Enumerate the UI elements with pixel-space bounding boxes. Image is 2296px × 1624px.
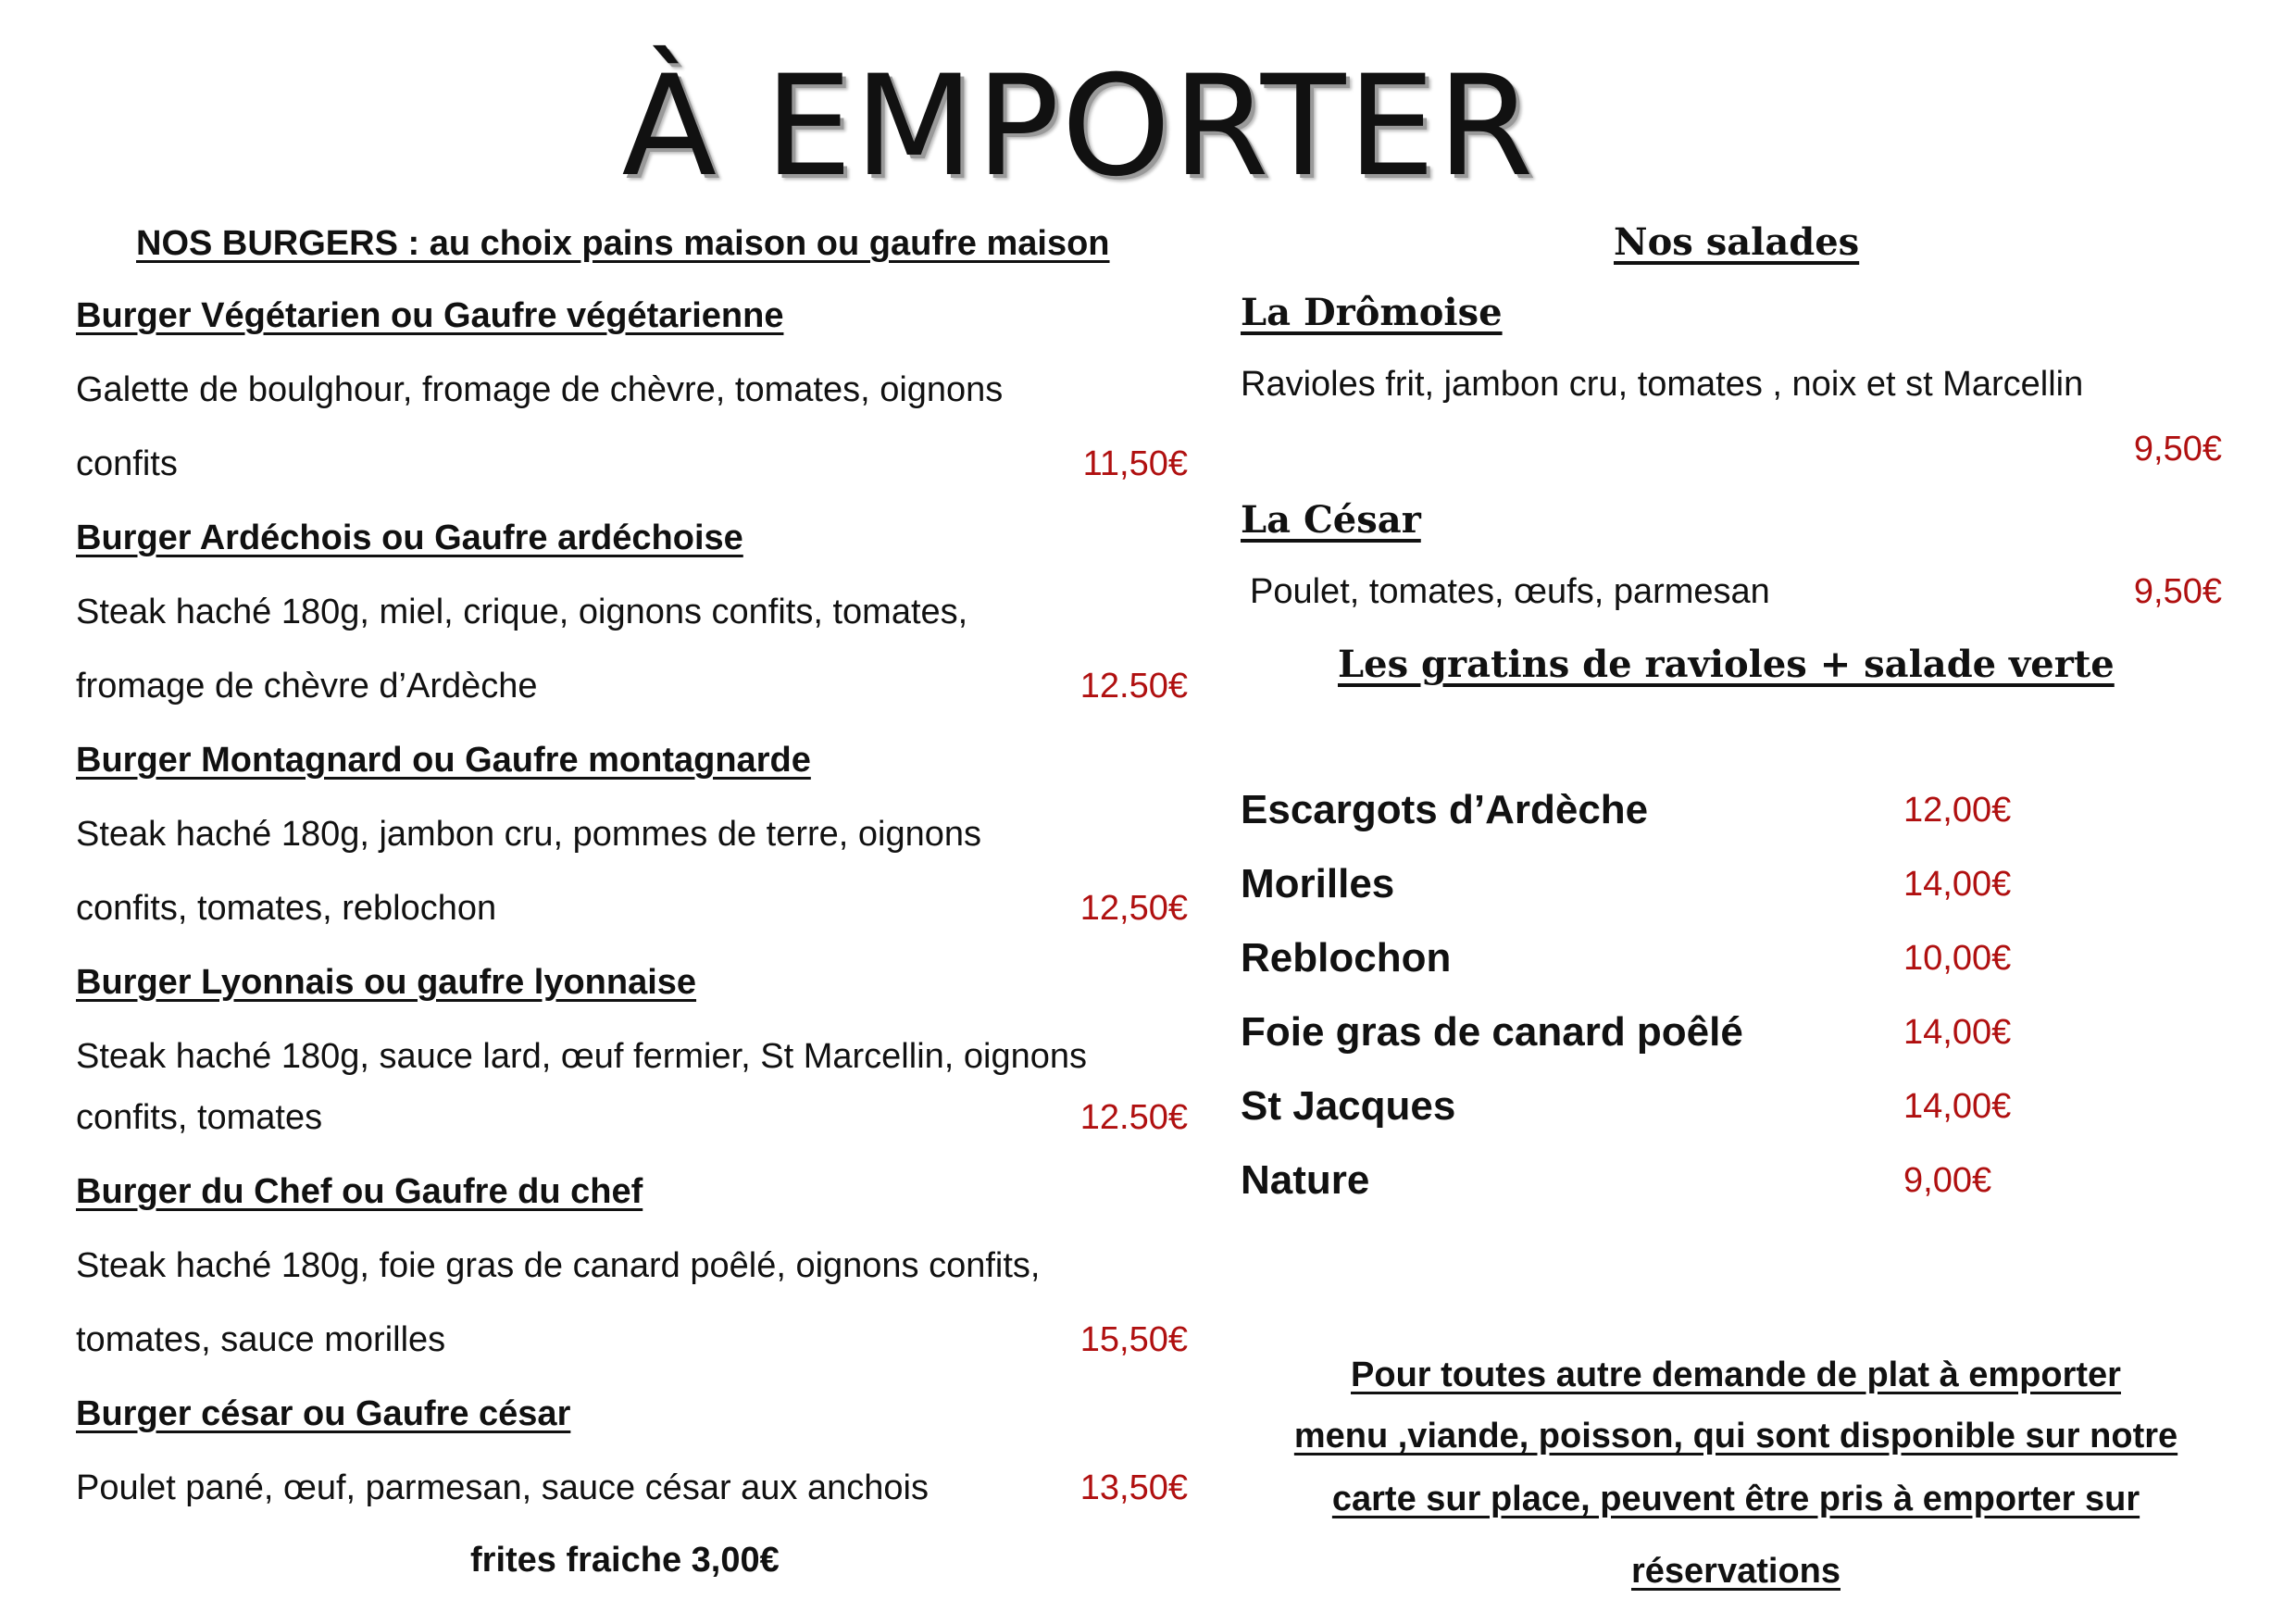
gratin-price: 14,00€ bbox=[1903, 1087, 2012, 1126]
gratin-price: 10,00€ bbox=[1903, 939, 2012, 978]
burger-price: 11,50€ bbox=[1082, 444, 1188, 483]
salad-title: La Drômoise bbox=[1241, 291, 1503, 334]
burger-price: 12.50€ bbox=[1079, 1098, 1188, 1137]
burger-description: confits, tomates bbox=[76, 1098, 323, 1137]
burger-description: confits bbox=[76, 444, 178, 483]
salad-description: Ravioles frit, jambon cru, tomates , noix et st Marcellin bbox=[1241, 365, 2084, 404]
fries-note: frites fraiche 3,00€ bbox=[470, 1541, 780, 1580]
burger-title: Burger césar ou Gaufre césar bbox=[76, 1394, 571, 1433]
burger-title: Burger Lyonnais ou gaufre lyonnaise bbox=[76, 963, 697, 1002]
gratin-price: 14,00€ bbox=[1903, 1013, 2012, 1052]
page-title: À EMPORTER bbox=[621, 46, 1536, 207]
burger-description: Steak haché 180g, foie gras de canard poêlé, oignons confits, bbox=[76, 1246, 1041, 1285]
burger-description: Steak haché 180g, sauce lard, œuf fermier, St Marcellin, oignons bbox=[76, 1037, 1087, 1076]
takeaway-note-line: menu ,viande, poisson, qui sont disponible sur notre bbox=[1293, 1417, 2178, 1455]
burger-description: tomates, sauce morilles bbox=[76, 1320, 446, 1359]
burger-price: 13,50€ bbox=[1079, 1468, 1188, 1507]
burgers-heading: NOS BURGERS : au choix pains maison ou gaufre maison bbox=[136, 224, 1110, 263]
burger-price: 12,50€ bbox=[1079, 889, 1188, 928]
burger-price: 15,50€ bbox=[1079, 1320, 1188, 1359]
gratin-name: Foie gras de canard poêlé bbox=[1241, 1009, 1743, 1055]
salad-description: Poulet, tomates, œufs, parmesan bbox=[1250, 572, 1770, 611]
gratin-name: Reblochon bbox=[1241, 935, 1452, 981]
salad-price: 9,50€ bbox=[2133, 572, 2222, 611]
burger-title: Burger du Chef ou Gaufre du chef bbox=[76, 1172, 643, 1211]
salad-price: 9,50€ bbox=[2133, 430, 2222, 468]
gratin-name: Morilles bbox=[1241, 861, 1395, 906]
gratins-heading: Les gratins de ravioles + salade verte bbox=[1338, 643, 2115, 686]
burger-description: fromage de chèvre d’Ardèche bbox=[76, 667, 538, 706]
burger-title: Burger Ardéchois ou Gaufre ardéchoise bbox=[76, 518, 743, 557]
takeaway-note-line: réservations bbox=[1630, 1552, 1841, 1591]
gratin-name: Nature bbox=[1241, 1157, 1370, 1203]
burger-description: Steak haché 180g, jambon cru, pommes de terre, oignons bbox=[76, 815, 982, 854]
salad-title: La César bbox=[1241, 498, 1421, 542]
salads-heading: Nos salades bbox=[1614, 220, 1860, 264]
burger-price: 12.50€ bbox=[1079, 667, 1188, 706]
takeaway-note-line: Pour toutes autre demande de plat à emporter bbox=[1351, 1355, 2121, 1394]
gratin-price: 12,00€ bbox=[1903, 791, 2012, 830]
gratin-name: St Jacques bbox=[1241, 1083, 1456, 1129]
burger-title: Burger Montagnard ou Gaufre montagnarde bbox=[76, 741, 811, 780]
burger-description: Steak haché 180g, miel, crique, oignons confits, tomates, bbox=[76, 593, 968, 631]
burger-title: Burger Végétarien ou Gaufre végétarienne bbox=[76, 296, 784, 335]
takeaway-note-line: carte sur place, peuvent être pris à emporter sur bbox=[1331, 1480, 2140, 1518]
gratin-price: 14,00€ bbox=[1903, 865, 2012, 904]
burger-description: confits, tomates, reblochon bbox=[76, 889, 497, 928]
gratin-name: Escargots d’Ardèche bbox=[1241, 787, 1649, 832]
burger-description: Galette de boulghour, fromage de chèvre, tomates, oignons bbox=[76, 370, 1004, 409]
gratin-price: 9,00€ bbox=[1903, 1161, 1992, 1200]
burger-description: Poulet pané, œuf, parmesan, sauce césar aux anchois bbox=[76, 1468, 929, 1507]
